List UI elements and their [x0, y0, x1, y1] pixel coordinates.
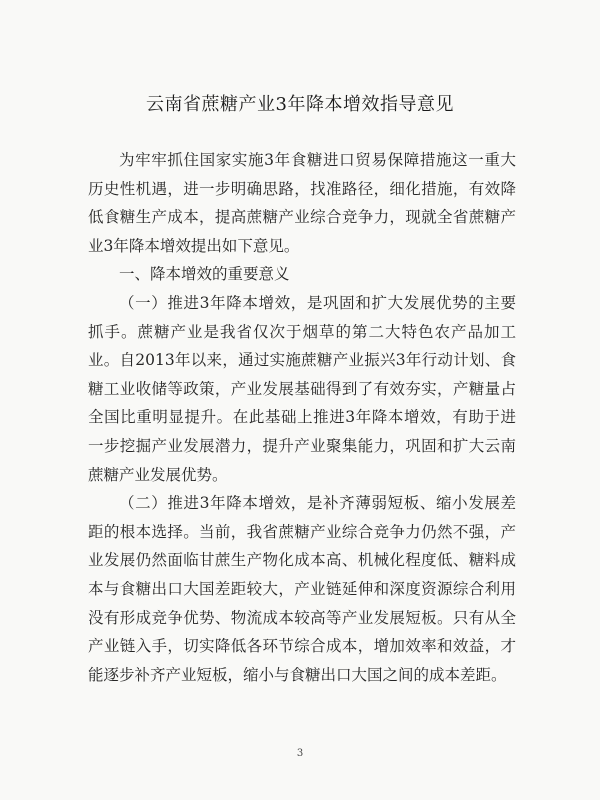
page-number: 3 [296, 748, 304, 759]
paragraph-2: （二）推进3年降本增效，是补齐薄弱短板、缩小发展差距的根本选择。当前，我省蔗糖产业综合竞争力仍然不强，产业发展仍然面临甘蔗生产物化成本高、机械化程度低、糖料成本与食糖出口大国差距较大，产业链延伸和深度资源综合利用没有形成竞争优势、物流成本较高等产业发展短板。只有从全产业链入手，切实降低各环节综合成本，增加效率和效益，才能逐步补齐产业短板，缩小与食糖出口大国之间的成本差距。 [88, 494, 516, 684]
section-heading: 一、降本增效的重要意义 [119, 265, 290, 284]
document-title: 云南省蔗糖产业3年降本增效指导意见 [146, 94, 454, 115]
document-body [88, 146, 516, 689]
intro-paragraph: 为牢牢抓住国家实施3年食糖进口贸易保障措施这一重大历史性机遇，进一步明确思路，找准路径，细化措施，有效降低食糖生产成本，提高蔗糖产业综合竞争力，现就全省蔗糖产业3年降本增效提出如下意见。 [88, 151, 516, 255]
paragraph-1: （一）推进3年降本增效，是巩固和扩大发展优势的主要抓手。蔗糖产业是我省仅次于烟草的第二大特色农产品加工业。自2013年以来，通过实施蔗糖产业振兴3年行动计划、食糖工业收储等政策，产业发展基础得到了有效夯实，产糖量占全国比重明显提升。在此基础上推进3年降本增效，有助于进一步挖掘产业发展潜力，提升产业聚集能力，巩固和扩大云南蔗糖产业发展优势。 [88, 293, 516, 484]
